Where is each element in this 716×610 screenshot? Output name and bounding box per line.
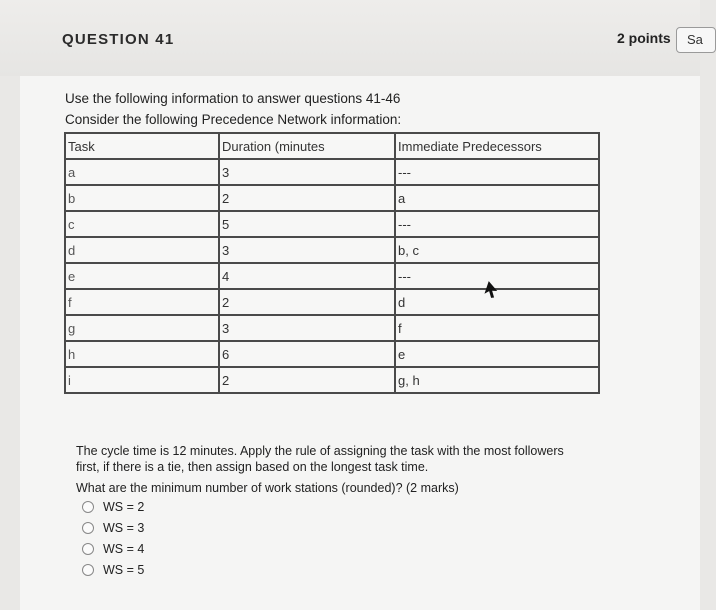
table-row	[65, 211, 599, 237]
table-row	[65, 341, 599, 367]
task-cell: d	[65, 237, 219, 263]
task-cell: g	[65, 315, 219, 341]
duration-cell: 2	[219, 185, 395, 211]
header-predecessors: Immediate Predecessors	[395, 133, 599, 159]
predecessor-cell: ---	[395, 211, 599, 237]
intro-line-2: Consider the following Precedence Network information:	[65, 112, 402, 127]
task-cell: i	[65, 367, 219, 393]
task-cell: f	[65, 289, 219, 315]
predecessor-cell: ---	[395, 159, 599, 185]
duration-cell: 6	[219, 341, 395, 367]
radio-button[interactable]	[82, 501, 94, 513]
intro-line-1: Use the following information to answer questions 41-46	[65, 91, 401, 106]
table-header-row	[65, 133, 599, 159]
radio-button[interactable]	[82, 543, 94, 555]
predecessor-cell: d	[395, 289, 599, 315]
question-prompt: What are the minimum number of work stations (rounded)? (2 marks)	[76, 481, 459, 495]
table-row	[65, 263, 599, 289]
question-title: QUESTION 41	[62, 31, 175, 48]
header-task: Task	[65, 133, 219, 159]
predecessor-cell: ---	[395, 263, 599, 289]
table-row	[65, 185, 599, 211]
predecessor-cell: a	[395, 185, 599, 211]
answer-option[interactable]	[82, 540, 144, 558]
points-label: 2 points	[617, 30, 671, 46]
answer-option[interactable]	[82, 498, 144, 516]
predecessor-cell: g, h	[395, 367, 599, 393]
mouse-cursor-icon	[483, 281, 497, 299]
answer-option[interactable]	[82, 519, 144, 537]
question-line-1: The cycle time is 12 minutes. Apply the rule of assigning the task with the most followers	[76, 444, 564, 458]
duration-cell: 5	[219, 211, 395, 237]
duration-cell: 2	[219, 367, 395, 393]
task-cell: b	[65, 185, 219, 211]
duration-cell: 3	[219, 315, 395, 341]
table-row	[65, 315, 599, 341]
header-duration: Duration (minutes	[219, 133, 395, 159]
predecessor-cell: f	[395, 315, 599, 341]
option-label: WS = 3	[103, 521, 145, 535]
answer-option[interactable]	[82, 561, 144, 579]
radio-button[interactable]	[82, 564, 94, 576]
duration-cell: 2	[219, 289, 395, 315]
table-row	[65, 367, 599, 393]
save-answer-button[interactable]: Sa	[676, 27, 716, 53]
duration-cell: 3	[219, 159, 395, 185]
task-cell: a	[65, 159, 219, 185]
table-row	[65, 237, 599, 263]
option-label: WS = 2	[103, 500, 145, 514]
question-line-2: first, if there is a tie, then assign based on the longest task time.	[76, 460, 429, 474]
table-row	[65, 289, 599, 315]
option-label: WS = 4	[103, 542, 145, 556]
precedence-table	[64, 132, 600, 394]
task-cell: c	[65, 211, 219, 237]
option-label: WS = 5	[103, 563, 145, 577]
task-cell: h	[65, 341, 219, 367]
task-cell: e	[65, 263, 219, 289]
radio-button[interactable]	[82, 522, 94, 534]
predecessor-cell: e	[395, 341, 599, 367]
duration-cell: 3	[219, 237, 395, 263]
question-header	[0, 0, 703, 76]
duration-cell: 4	[219, 263, 395, 289]
table-row	[65, 159, 599, 185]
predecessor-cell: b, c	[395, 237, 599, 263]
